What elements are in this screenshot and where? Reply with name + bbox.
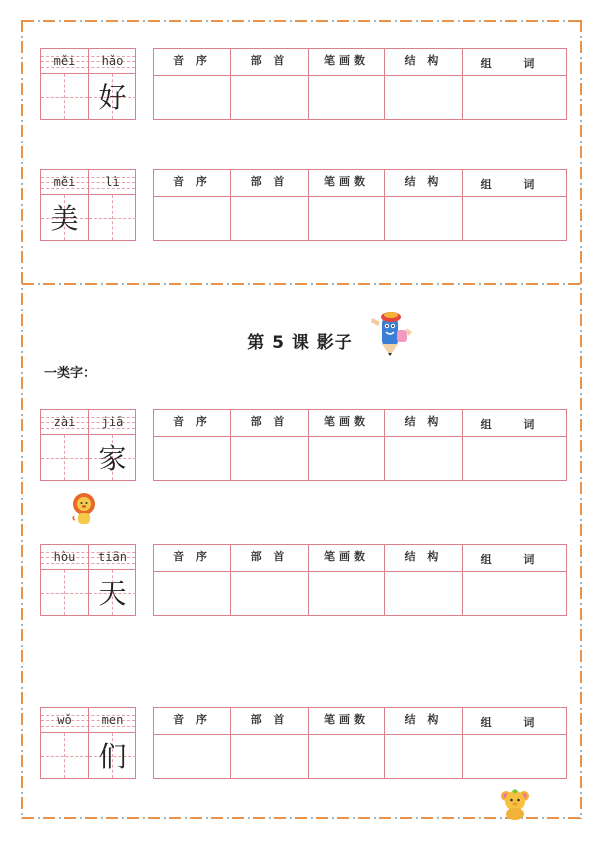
section-divider xyxy=(22,283,582,285)
header-yinxu: 音 序 xyxy=(154,410,231,437)
hanzi-cell[interactable] xyxy=(41,437,88,481)
pinyin: men xyxy=(101,713,124,727)
tianzige-grid xyxy=(40,707,136,779)
answer-zuci[interactable] xyxy=(463,735,566,778)
answer-bushou[interactable] xyxy=(231,735,309,778)
header-yinxu: 音 序 xyxy=(154,545,231,572)
answer-bushou[interactable] xyxy=(231,437,309,480)
header-bihuashu: 笔画数 xyxy=(309,410,385,437)
answer-yinxu[interactable] xyxy=(154,197,231,240)
answer-bushou[interactable] xyxy=(231,76,309,119)
pinyin: měi xyxy=(53,54,76,68)
pinyin: lì xyxy=(105,175,120,189)
header-zuci: 组 词 xyxy=(463,410,566,437)
character-block xyxy=(0,48,600,122)
answer-bushou[interactable] xyxy=(231,197,309,240)
hanzi-cell[interactable]: 们 xyxy=(98,740,127,773)
answer-yinxu[interactable] xyxy=(154,76,231,119)
header-zuci: 组 词 xyxy=(463,170,566,197)
answer-jiegou[interactable] xyxy=(385,197,463,240)
answer-zuci[interactable] xyxy=(463,437,566,480)
header-zuci: 组 词 xyxy=(463,708,566,735)
header-jiegou: 结 构 xyxy=(385,545,463,572)
header-zuci: 组 词 xyxy=(463,49,566,76)
header-yinxu: 音 序 xyxy=(154,708,231,735)
hanzi-cell[interactable]: 天 xyxy=(98,577,127,610)
answer-zuci[interactable] xyxy=(463,572,566,615)
tianzige-grid xyxy=(40,544,136,616)
answer-bihuashu[interactable] xyxy=(309,572,385,615)
header-bihuashu: 笔画数 xyxy=(309,170,385,197)
header-bushou: 部 首 xyxy=(231,49,309,76)
header-yinxu: 音 序 xyxy=(154,170,231,197)
header-bihuashu: 笔画数 xyxy=(309,49,385,76)
header-zuci: 组 词 xyxy=(463,545,566,572)
header-yinxu: 音 序 xyxy=(154,49,231,76)
answer-yinxu[interactable] xyxy=(154,437,231,480)
answer-jiegou[interactable] xyxy=(385,76,463,119)
tianzige-grid xyxy=(40,409,136,481)
header-bihuashu: 笔画数 xyxy=(309,545,385,572)
character-block xyxy=(0,707,600,781)
answer-bihuashu[interactable] xyxy=(309,197,385,240)
info-table xyxy=(153,544,567,616)
lion-icon xyxy=(70,492,98,526)
header-jiegou: 结 构 xyxy=(385,170,463,197)
character-block xyxy=(0,544,600,618)
lesson-title: 第 5 课 影子 xyxy=(247,333,353,353)
hanzi-cell[interactable] xyxy=(41,735,88,779)
answer-jiegou[interactable] xyxy=(385,735,463,778)
header-bushou: 部 首 xyxy=(231,545,309,572)
pinyin: hòu xyxy=(53,550,76,564)
pinyin: zài xyxy=(53,415,76,429)
pinyin: hǎo xyxy=(101,54,124,68)
hanzi-cell[interactable] xyxy=(89,197,136,241)
answer-jiegou[interactable] xyxy=(385,572,463,615)
header-jiegou: 结 构 xyxy=(385,708,463,735)
tianzige-grid xyxy=(40,169,136,241)
header-bushou: 部 首 xyxy=(231,708,309,735)
answer-yinxu[interactable] xyxy=(154,735,231,778)
answer-bihuashu[interactable] xyxy=(309,437,385,480)
answer-bihuashu[interactable] xyxy=(309,76,385,119)
info-table xyxy=(153,707,567,779)
pinyin: tiān xyxy=(98,550,127,564)
answer-yinxu[interactable] xyxy=(154,572,231,615)
answer-bushou[interactable] xyxy=(231,572,309,615)
info-table xyxy=(153,409,567,481)
bear-icon xyxy=(498,788,532,820)
hanzi-cell[interactable] xyxy=(41,76,88,120)
header-bushou: 部 首 xyxy=(231,170,309,197)
answer-bihuashu[interactable] xyxy=(309,735,385,778)
pinyin: jiā xyxy=(101,415,124,429)
pinyin: wǒ xyxy=(57,713,72,727)
info-table xyxy=(153,169,567,241)
pinyin: měi xyxy=(53,175,76,189)
hanzi-cell[interactable]: 好 xyxy=(98,81,127,114)
header-bihuashu: 笔画数 xyxy=(309,708,385,735)
answer-jiegou[interactable] xyxy=(385,437,463,480)
hanzi-cell[interactable]: 美 xyxy=(50,202,79,235)
header-bushou: 部 首 xyxy=(231,410,309,437)
border-top xyxy=(22,20,582,22)
header-jiegou: 结 构 xyxy=(385,49,463,76)
hanzi-cell[interactable] xyxy=(41,572,88,616)
header-jiegou: 结 构 xyxy=(385,410,463,437)
answer-zuci[interactable] xyxy=(463,197,566,240)
hanzi-cell[interactable]: 家 xyxy=(98,442,127,475)
pencil-mascot-icon xyxy=(368,308,416,358)
tianzige-grid xyxy=(40,48,136,120)
section-subheading: 一类字： xyxy=(44,366,97,381)
character-block xyxy=(0,409,600,483)
character-block xyxy=(0,169,600,243)
answer-zuci[interactable] xyxy=(463,76,566,119)
info-table xyxy=(153,48,567,120)
